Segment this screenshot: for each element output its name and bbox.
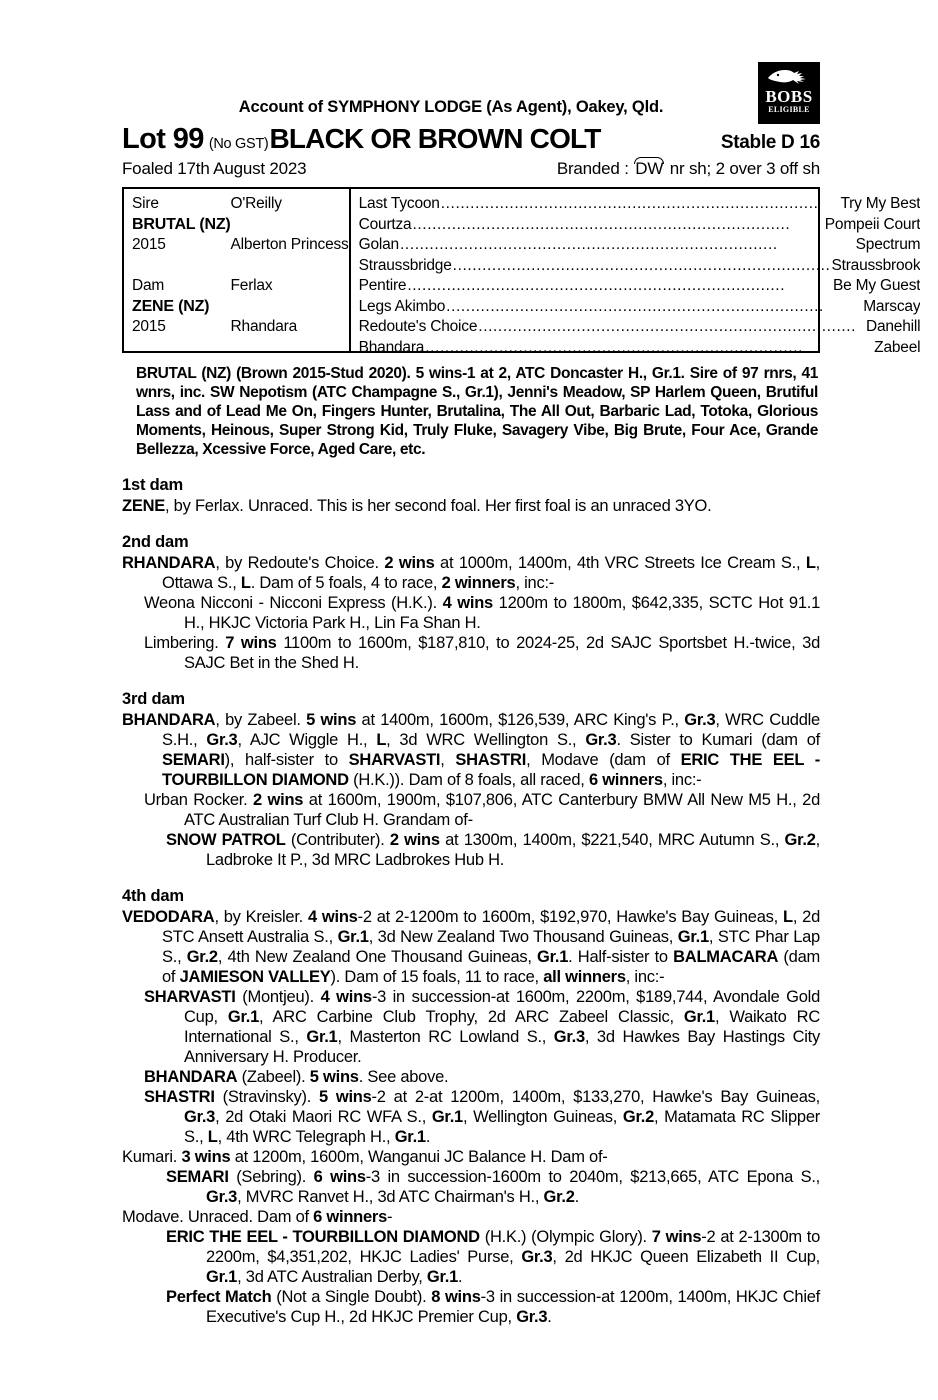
- gp-name: Pentire: [358, 277, 407, 294]
- brand-mark: [634, 159, 664, 179]
- pedigree-table: [122, 187, 921, 356]
- gp-sire: Try My Best: [840, 195, 921, 212]
- sire-year: 2015: [132, 236, 166, 253]
- gp-sire: Straussbrook: [831, 256, 921, 274]
- pedigree-col-grandparents: [231, 189, 349, 351]
- fourth-dam-heading: 4th dam: [122, 887, 184, 905]
- dam-label: Dam: [132, 277, 165, 294]
- second-dam-line: RHANDARA, by Redoute's Choice. 2 wins at 1000m, 1400m, 4th VRC Streets Ice Cream S., L, Ottawa S., L. Dam of 5 foals, 4 to race, 2 winners, inc:-: [122, 554, 820, 592]
- gp-name: Straussbridge: [358, 256, 452, 274]
- gp-sire: Be My Guest: [832, 277, 921, 294]
- gp-sire: Spectrum: [855, 236, 921, 253]
- third-dam-progeny: SNOW PATROL (Contributer). 2 wins at 1300m, 1400m, $221,540, MRC Autumn S., Gr.2, Ladbroke It P., 3d MRC Ladbrokes Hub H.: [166, 831, 820, 869]
- sire-label: Sire: [132, 195, 159, 212]
- fourth-dam-progeny: SHASTRI (Stravinsky). 5 wins-2 at 2-at 1200m, 1400m, $133,270, Hawke's Bay Guineas, Gr.3, 2d Otaki Maori RC WFA S., Gr.1, Wellington Guineas, Gr.2, Matamata RC Slipper S., L, 4th WRC Telegraph H., Gr.1.: [144, 1088, 820, 1146]
- fourth-dam-progeny: SEMARI (Sebring). 6 wins-3 in succession-1600m to 2040m, $213,665, ATC Epona S., Gr.3, MVRC Ranvet H., 3d ATC Chairman's H., Gr.2.: [166, 1168, 820, 1206]
- branded-description: [557, 159, 820, 179]
- lot-title-row: [122, 123, 820, 156]
- branded-prefix: Branded :: [556, 159, 629, 178]
- leader-dots: [425, 338, 873, 359]
- table-row: [359, 297, 921, 318]
- pedigree-col-parents: [124, 189, 231, 351]
- sire-name: BRUTAL (NZ): [132, 215, 231, 233]
- fourth-dam-progeny: SHARVASTI (Montjeu). 4 wins-3 in succession-at 1600m, 2200m, $189,744, Avondale Gold Cup, Gr.1, ARC Carbine Club Trophy, 2d ARC Zabeel Classic, Gr.1, Waikato RC International S., Gr.1, Masterton RC Lowland S., Gr.3, 3d Hawkes Bay Hastings City Anniversary H. Producer.: [144, 988, 821, 1066]
- third-dam-heading: 3rd dam: [122, 690, 185, 708]
- table-row: [359, 276, 921, 297]
- fourth-dam-progeny: Modave. Unraced. Dam of 6 winners-: [122, 1208, 393, 1226]
- table-row: [359, 215, 921, 236]
- sire-sire: O'Reilly: [230, 195, 282, 212]
- fourth-dam-progeny: BHANDARA (Zabeel). 5 wins. See above.: [144, 1068, 449, 1086]
- table-row: [359, 317, 921, 338]
- leader-dots: [400, 235, 855, 256]
- dam-year: 2015: [132, 318, 166, 335]
- gp-sire: Danehill: [865, 318, 921, 335]
- third-dam-line: BHANDARA, by Zabeel. 5 wins at 1400m, 1600m, $126,539, ARC King's P., Gr.3, WRC Cuddle S.H., Gr.3, AJC Wiggle H., L, 3d WRC Wellington S., Gr.3. Sister to Kumari (dam of SEMARI), half-sister to SHARVASTI, SHASTRI, Modave (dam of ERIC THE EEL - TOURBILLON DIAMOND (H.K.)). Dam of 8 foals, all raced, 6 winners, inc:-: [122, 711, 820, 789]
- gp-name: Courtza: [358, 215, 412, 233]
- fourth-dam-progeny: Kumari. 3 wins at 1200m, 1600m, Wanganui JC Balance H. Dam of-: [122, 1148, 608, 1166]
- gp-name: Golan: [358, 236, 399, 253]
- pedigree-col-greatgrandparents: [349, 189, 927, 356]
- first-dam-heading: 1st dam: [122, 476, 183, 494]
- brand-arc-icon: [634, 157, 664, 164]
- leader-dots: [412, 215, 823, 236]
- branded-suffix: nr sh; 2 over 3 off sh: [669, 159, 820, 178]
- bobs-eligible-logo: [758, 62, 820, 124]
- leader-dots: [446, 297, 862, 318]
- gst-note: (No GST): [208, 136, 269, 152]
- horse-head-icon: [766, 67, 812, 87]
- leader-dots: [478, 317, 865, 338]
- fourth-dam-progeny: Perfect Match (Not a Single Doubt). 8 wins-3 in succession-at 1200m, 1400m, HKJC Chief Executive's Cup H., 2d HKJC Premier Cup, Gr.3.: [166, 1288, 821, 1326]
- gp-sire: Pompeii Court: [824, 215, 921, 233]
- gp-name: Legs Akimbo: [358, 297, 446, 315]
- table-row: [359, 256, 921, 277]
- lot-number: Lot 99: [122, 123, 204, 155]
- second-dam-progeny: Weona Nicconi - Nicconi Express (H.K.). 4 wins 1200m to 1800m, $642,335, SCTC Hot 91.1 H., HKJC Victoria Park H., Lin Fa Shan H.: [144, 594, 821, 632]
- gp-name: Last Tycoon: [358, 195, 440, 212]
- leader-dots: [407, 276, 832, 297]
- dam-name: ZENE (NZ): [132, 297, 210, 315]
- table-row: [359, 235, 921, 256]
- table-row: [359, 338, 921, 359]
- third-dam-progeny: Urban Rocker. 2 wins at 1600m, 1900m, $107,806, ATC Canterbury BMW All New M5 H., 2d ATC Australian Turf Club H. Grandam of-: [144, 791, 821, 829]
- stable-label: Stable D 16: [720, 132, 820, 153]
- gp-sire: Marscay: [863, 297, 921, 315]
- second-dam-heading: 2nd dam: [122, 533, 189, 551]
- gp-name: Bhandara: [358, 338, 425, 356]
- gp-name: Redoute's Choice: [358, 318, 478, 335]
- dam-dam: Rhandara: [230, 318, 298, 335]
- fourth-dam-progeny: ERIC THE EEL - TOURBILLON DIAMOND (H.K.) (Olympic Glory). 7 wins-2 at 2-1300m to 2200m, $4,351,202, HKJC Ladies' Purse, Gr.3, 2d HKJC Queen Elizabeth II Cup, Gr.1, 3d ATC Australian Derby, Gr.1.: [166, 1228, 821, 1286]
- first-dam-line: ZENE, by Ferlax. Unraced. This is her second foal. Her first foal is an unraced 3YO.: [122, 497, 712, 515]
- foaled-date: Foaled 17th August 2023: [122, 159, 307, 178]
- second-dam-progeny: Limbering. 7 wins 1100m to 1600m, $187,810, to 2024-25, 2d SAJC Sportsbet H.-twice, 3d SAJC Bet in the Shed H.: [144, 634, 821, 672]
- bobs-logo-subtitle: ELIGIBLE: [768, 105, 810, 114]
- leader-dots: [453, 256, 831, 277]
- fourth-dam-line: VEDODARA, by Kreisler. 4 wins-2 at 2-1200m to 1600m, $192,970, Hawke's Bay Guineas, L, 2d STC Ansett Australia S., Gr.1, 3d New Zealand Two Thousand Guineas, Gr.1, STC Phar Lap S., Gr.2, 4th New Zealand One Thousand Guineas, Gr.1. Half-sister to BALMACARA (dam of JAMIESON VALLEY). Dam of 15 foals, 11 to race, all winners, inc:-: [122, 908, 820, 986]
- dam-sire: Ferlax: [230, 277, 273, 294]
- leader-dots: [441, 194, 840, 215]
- table-row: [359, 194, 921, 215]
- account-line: Account of SYMPHONY LODGE (As Agent), Oakey, Qld.: [238, 98, 664, 116]
- page-title: BLACK OR BROWN COLT: [269, 123, 601, 154]
- bobs-logo-word: BOBS: [765, 87, 813, 106]
- sire-performance-blurb: BRUTAL (NZ) (Brown 2015-Stud 2020). 5 wins-1 at 2, ATC Doncaster H., Gr.1. Sire of 97 rnrs, 41 wnrs, inc. SW Nepotism (ATC Champagne S., Gr.1), Jenni's Meadow, SP Harlem Queen, Brutiful Lass and of Lead Me On, Fingers Hunter, Brutalina, The All Out, Barbaric Lad, Totoka, Glorious Moments, Heinous, Super Strong Kid, Truly Fluke, Savagery Vibe, Big Brute, Four Ace, Grande Bellezza, Xcessive Force, Aged Care, etc.: [136, 365, 818, 458]
- sire-dam: Alberton Princess: [230, 236, 349, 253]
- foaled-branded-row: [122, 159, 820, 179]
- brand-letters: DW: [635, 159, 664, 178]
- gp-sire: Zabeel: [874, 338, 921, 356]
